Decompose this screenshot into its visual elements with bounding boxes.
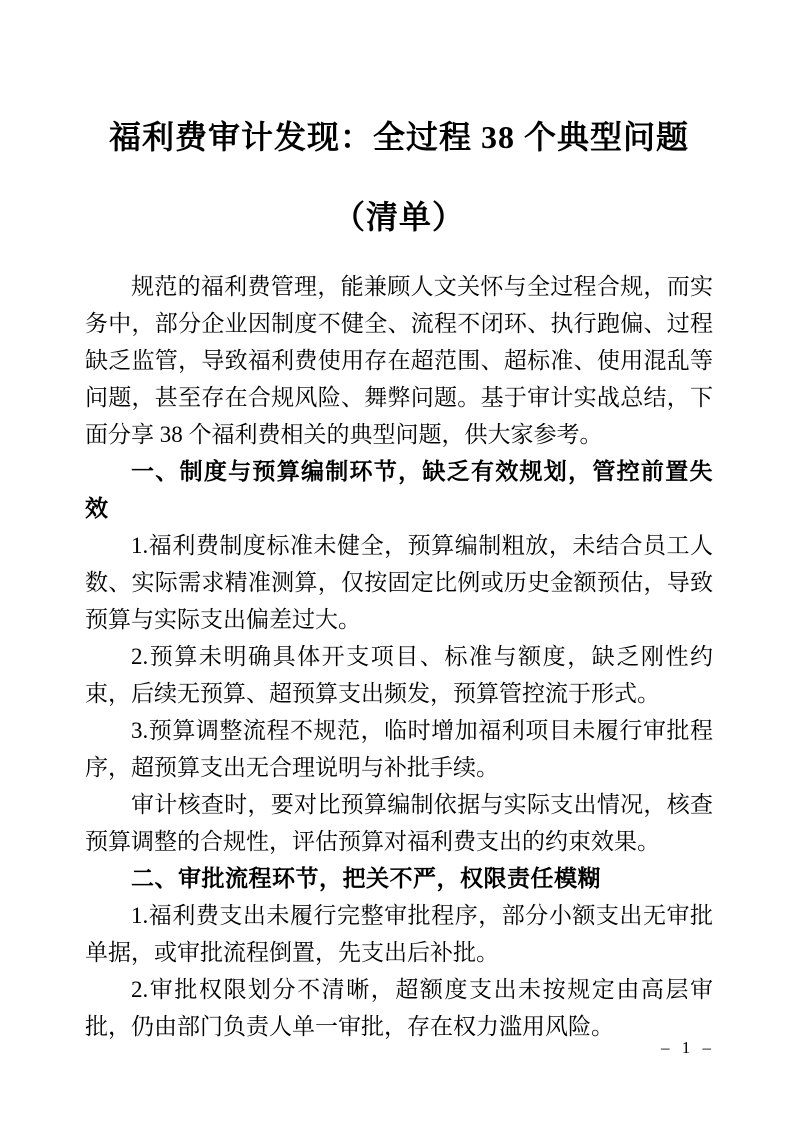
paragraph: 2.预算未明确具体开支项目、标准与额度，缺乏刚性约束，后续无预算、超预算支出频发，预算管控流于形式。 [85, 644, 713, 706]
paragraph: 1.福利费支出未履行完整审批程序，部分小额支出无审批单据，或审批流程倒置，先支出后补批。 [85, 903, 713, 965]
section-heading: 一、制度与预算编制环节，缺乏有效规划，管控前置失效 [85, 458, 713, 521]
paragraph: 3.预算调整流程不规范，临时增加福利项目未履行审批程序，超预算支出无合理说明与补批手续。 [85, 718, 713, 780]
section-heading: 二、审批流程环节，把关不严，权限责任模糊 [131, 865, 601, 891]
document-subtitle: （清单） [332, 199, 465, 235]
page-number: – 1 – [661, 1038, 715, 1057]
paragraph: 规范的福利费管理，能兼顾人文关怀与全过程合规，而实务中，部分企业因制度不健全、流程不闭环、执行跑偏、过程缺乏监管，导致福利费使用存在超范围、超标准、使用混乱等问题，甚至存在合规风险、舞弊问题。基于审计实战总结，下面分享 38 个福利费相关的典型问题，供大家参考。 [85, 274, 713, 447]
paragraph: 1.福利费制度标准未健全，预算编制粗放，未结合员工人数、实际需求精准测算，仅按固定比例或历史金额预估，导致预算与实际支出偏差过大。 [85, 533, 713, 632]
document-title: 福利费审计发现：全过程 38 个典型问题 [108, 119, 689, 155]
document-body [85, 268, 713, 1045]
paragraph: 2.审批权限划分不清晰，超额度支出未按规定由高层审批，仍由部门负责人单一审批，存在权力滥用风险。 [85, 977, 713, 1039]
paragraph: 审计核查时，要对比预算编制依据与实际支出情况，核查预算调整的合规性，评估预算对福利费支出的约束效果。 [85, 792, 713, 854]
